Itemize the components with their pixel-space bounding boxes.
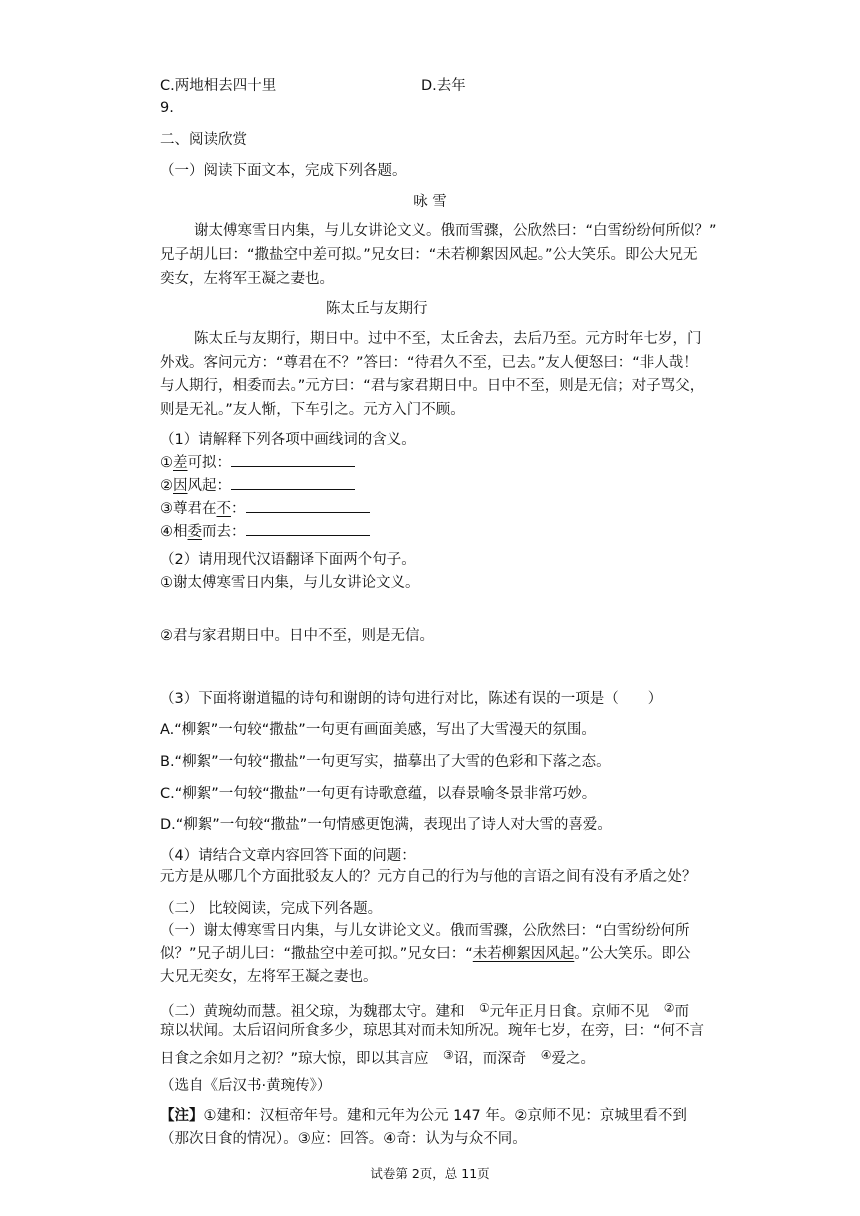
q2-sentence-1: ①谢太傅寒雪日内集，与儿女讲论文义。: [160, 575, 420, 591]
text-segment: 而: [674, 1004, 690, 1020]
question-number-9: 9.: [160, 100, 174, 116]
part2-intro: （二） 比较阅读，完成下列各题。: [160, 901, 383, 917]
part2-text2-line: [160, 998, 689, 1022]
item-number: ②: [160, 478, 173, 494]
underlined-word: 委: [187, 524, 202, 540]
text1-line: 谢太傅寒雪日内集，与儿女讲论文义。俄而雪骤，公欣然曰：“白雪纷纷何所似？”: [194, 223, 717, 239]
text-segment: 似？”兄子胡儿曰：“撒盐空中差可拟。”兄女曰：“: [160, 946, 473, 962]
q1-item: [160, 475, 355, 496]
item-number: ③: [160, 501, 173, 517]
q3-option-d[interactable]: D.“柳絮”一句较“撒盐”一句情感更饱满，表现出了诗人对大雪的喜爱。: [160, 817, 612, 833]
answer-blank[interactable]: [231, 475, 355, 490]
page-footer: 试卷第 2页，总 11页: [370, 1166, 490, 1181]
part1-intro: （一）阅读下面文本，完成下列各题。: [160, 163, 407, 179]
note-marker: ①: [479, 1001, 490, 1015]
item-number: ①: [160, 455, 173, 471]
note-marker: ④: [540, 1048, 552, 1062]
item-post: ：: [231, 501, 246, 517]
answer-blank[interactable]: [246, 498, 370, 513]
part2-text1-line: [160, 944, 691, 964]
text-segment: 。”公大笑乐。即公: [574, 946, 691, 962]
option-c: C.两地相去四十里: [160, 78, 277, 94]
q1-item: [160, 498, 370, 519]
text1-title: 咏 雪: [413, 194, 447, 210]
q3-prompt: （3）下面将谢道韫的诗句和谢朗的诗句进行对比，陈述有误的一项是（ ）: [160, 691, 663, 707]
item-post: 可拟：: [187, 455, 231, 471]
item-post: 而去：: [202, 524, 246, 540]
part2-text1-line: （一）谢太傅寒雪日内集，与儿女讲论文义。俄而雪骤，公欣然曰：“白雪纷纷何所: [160, 923, 690, 939]
answer-blank[interactable]: [246, 521, 370, 536]
text2-title: 陈太丘与友期行: [326, 301, 428, 317]
text-segment: 诏，而深奇: [453, 1051, 541, 1067]
q1-item: [160, 521, 370, 542]
q4-question: 元方是从哪几个方面批驳友人的？元方自己的行为与他的言语之间有没有矛盾之处？: [160, 869, 697, 885]
note-label: 【注】: [160, 1108, 204, 1124]
underlined-word: 差: [173, 455, 188, 471]
text-segment: 爱之。: [551, 1051, 596, 1067]
part2-text1-line: 大兄无奕女，左将军王凝之妻也。: [160, 969, 378, 985]
text2-line: 则是无礼。”友人惭，下车引之。元方入门不顾。: [160, 402, 465, 418]
q3-option-c[interactable]: C.“柳絮”一句较“撒盐”一句更有诗歌意蕴，以春景喻冬景非常巧妙。: [160, 786, 597, 802]
note-marker: ②: [663, 1001, 675, 1015]
underlined-word: 因: [173, 478, 188, 494]
item-post: 风起：: [187, 478, 231, 494]
text2-line: 与人期行，相委而去。”元方曰：“君与家君期日中。日中不至，则是无信；对子骂父，: [160, 378, 705, 394]
q1-prompt: （1）请解释下列各项中画线词的含义。: [160, 432, 416, 448]
text1-line: 兄子胡儿曰：“撒盐空中差可拟。”兄女曰：“未若柳絮因风起。”公大笑乐。即公大兄无: [160, 247, 698, 263]
part2-text2-line: [160, 1045, 595, 1069]
text1-line: 奕女，左将军王凝之妻也。: [160, 271, 334, 287]
q3-option-b[interactable]: B.“柳絮”一句较“撒盐”一句更写实，描摹出了大雪的色彩和下落之态。: [160, 754, 611, 770]
text2-line: 陈太丘与友期行，期日中。过中不至，太丘舍去，去后乃至。元方时年七岁，门: [194, 331, 702, 347]
section-heading: 二、阅读欣赏: [160, 132, 247, 148]
note-text: ①建和：汉桓帝年号。建和元年为公元 147 年。②京师不见：京城里看不到: [203, 1108, 687, 1124]
option-d: D.去年: [421, 78, 466, 94]
note-line: （那次日食的情况）。③应：回答。④奇：认为与众不同。: [160, 1131, 527, 1147]
part2-text2-line: 琼以状闻。太后诏问所食多少，琼思其对而未知所况。琬年七岁，在旁，曰：“何不言: [160, 1023, 705, 1039]
note-marker: ③: [443, 1048, 454, 1062]
underlined-word: 不: [216, 501, 231, 517]
text2-line: 外戏。客问元方：“尊君在不？”答曰：“待君久不至，已去。”友人便怒曰：“非人哉！: [160, 355, 698, 371]
source-citation: （选自《后汉书·黄琬传》）: [160, 1078, 332, 1094]
text-segment: （二）黄琬幼而慧。祖父琼，为魏郡太守。建和: [160, 1004, 479, 1020]
note-line: [160, 1106, 687, 1126]
underlined-sentence: 未若柳絮因风起: [472, 946, 575, 962]
text-segment: 元年正月日食。京师不见: [489, 1004, 664, 1020]
q4-prompt: （4）请结合文章内容回答下面的问题：: [160, 848, 416, 864]
item-pre: 尊君在: [173, 501, 217, 517]
q2-prompt: （2）请用现代汉语翻译下面两个句子。: [160, 552, 416, 568]
item-pre: 相: [173, 524, 188, 540]
q2-sentence-2: ②君与家君期日中。日中不至，则是无信。: [160, 628, 434, 644]
answer-blank[interactable]: [231, 452, 355, 467]
q3-option-a[interactable]: A.“柳絮”一句较“撒盐”一句更有画面美感，写出了大雪漫天的氛围。: [160, 722, 596, 738]
q1-item: [160, 452, 355, 473]
text-segment: 日食之余如月之初？”琼大惊，即以其言应: [160, 1051, 444, 1067]
item-number: ④: [160, 524, 173, 540]
